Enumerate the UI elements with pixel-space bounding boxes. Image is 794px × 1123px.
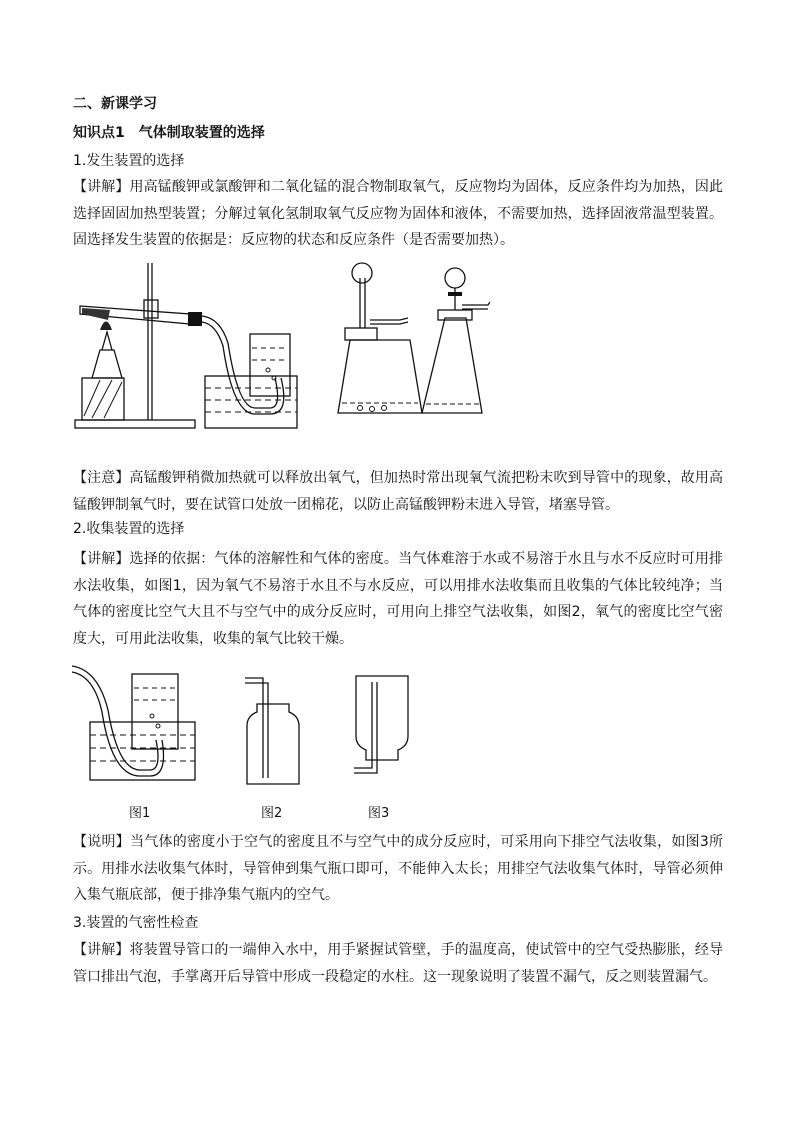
explain-collection: 【讲解】选择的依据：气体的溶解性和气体的密度。当气体难溶于水或不易溶于水且与水不反应时可用排水法收集，如图1，因为氧气不易溶于水且不与水反应，可以用排水法收集而且收集的气体比较纯净；当气体的密度比空气大且不与空气中的成分反应时，可用向上排空气法收集，如图2，氧气的密度比空气密度大，可用此法收集，收集的氧气比较干燥。	[73, 551, 723, 647]
collection-figure-2	[243, 672, 303, 787]
generation-apparatus-figure	[70, 258, 490, 438]
caption-figure-2: 图2	[261, 806, 283, 821]
explain-generation: 【讲解】用高锰酸钾或氯酸钾和二氧化锰的混合物制取氧气，反应物均为固体，反应条件均为加热，因此选择固固加热型装置；分解过氧化氢制取氧气反应物为固体和液体，不需要加热，选择固液常温型装置。固选择发生装置的依据是：反应物的状态和反应条件（是否需要加热）。	[73, 179, 723, 248]
illustrate-collection: 【说明】当气体的密度小于空气的密度且不与空气中的成分反应时，可采用向下排空气法收集，如图3所示。用排水法收集气体时，导管伸到集气瓶口即可，不能伸入太长；用排空气法收集气体时，导管必须伸入集气瓶底部，便于排净集气瓶内的空气。	[73, 834, 723, 903]
collection-figure-1	[70, 660, 200, 785]
subsection-title-generation: 1.发生装置的选择	[73, 153, 185, 169]
knowledge-point-title: 知识点1 气体制取装置的选择	[73, 125, 265, 141]
caption-figure-1: 图1	[129, 806, 151, 821]
subsection-title-airtightness: 3.装置的气密性检查	[73, 915, 199, 931]
caption-figure-3: 图3	[368, 806, 390, 821]
section-title: 二、新课学习	[73, 96, 157, 112]
collection-figure-3	[352, 672, 412, 787]
explain-airtightness: 【讲解】将装置导管口的一端伸入水中，用手紧握试管壁，手的温度高，使试管中的空气受热膨胀，经导管口排出气泡，手掌离开后导管中形成一段稳定的水柱。这一现象说明了装置不漏气，反之则装置漏气。	[73, 942, 723, 985]
subsection-title-collection: 2.收集装置的选择	[73, 521, 185, 537]
note-generation: 【注意】高锰酸钾稍微加热就可以释放出氧气，但加热时常出现氧气流把粉末吹到导管中的现象，故用高锰酸钾制氧气时，要在试管口处放一团棉花，以防止高锰酸钾粉末进入导管，堵塞导管。	[73, 470, 723, 513]
